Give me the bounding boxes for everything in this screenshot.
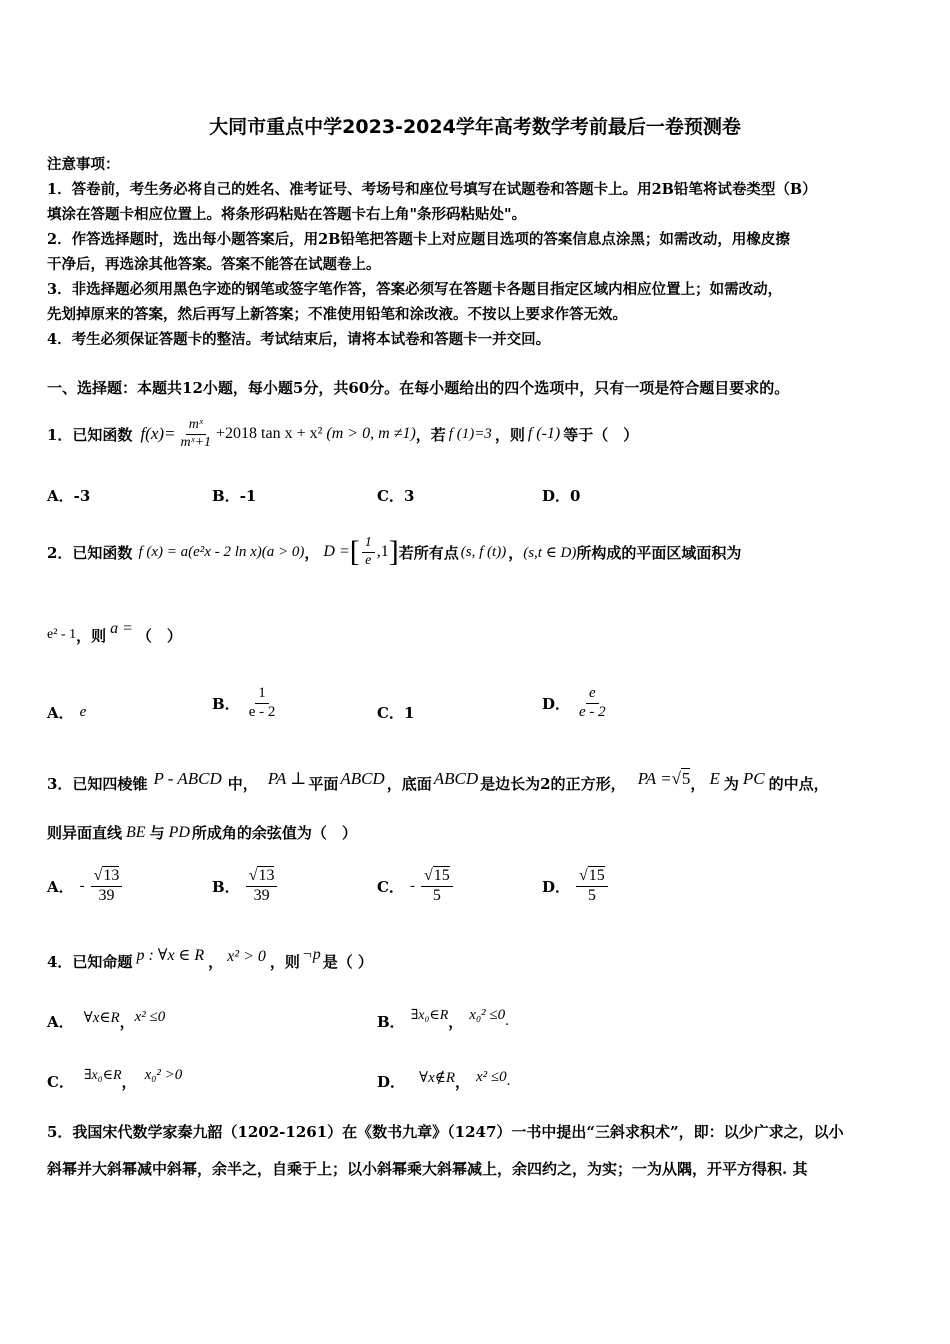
q4-option-c[interactable]: C． ∃x₀∈R ， x₀² >0 bbox=[47, 1066, 183, 1091]
page-title: 大同市重点中学2023-2024学年高考数学考前最后一卷预测卷 bbox=[209, 116, 741, 138]
q3-t5: ， bbox=[690, 774, 706, 793]
q3-t1: 中， bbox=[227, 774, 258, 793]
q3-option-b[interactable]: B． $\frac{√13}{39}$ bbox=[212, 860, 279, 912]
q2-a: a = bbox=[110, 620, 133, 637]
question-1 bbox=[47, 412, 638, 456]
question-5-line-2: 斜幂并大斜幂减中斜幂，余半之，自乘于上；以小斜幂乘大斜幂减上，余四约之，为实；一为从隅，开平方得积. 其 bbox=[47, 1160, 808, 1178]
q2-comma2: ， bbox=[508, 543, 524, 562]
q3-l2-a: 则异面直线 bbox=[47, 824, 123, 842]
q3-pd: PD bbox=[168, 823, 190, 841]
question-2-line-2 bbox=[47, 620, 182, 650]
q1-mid: ，若 bbox=[415, 425, 446, 444]
q2-mid: 若所有点 bbox=[398, 543, 459, 562]
q3-option-a[interactable]: A． - $\frac{√13}{39}$ bbox=[47, 860, 124, 912]
q1-option-b[interactable]: B．-1 bbox=[212, 487, 257, 505]
q2-option-d[interactable]: D． $\frac{e}{e - 2}$ bbox=[542, 685, 606, 720]
q3-t4: 是边长为2的正方形， bbox=[480, 774, 626, 793]
q2-dom-num: 1 bbox=[362, 535, 375, 552]
q2-dom-rest: ,1 bbox=[376, 543, 389, 560]
q1-cond: (m > 0, m ≠1) bbox=[326, 425, 416, 442]
q3-option-d[interactable]: D． $\frac{√15}{5}$ bbox=[542, 860, 610, 912]
question-2 bbox=[47, 528, 741, 576]
question-5-line-1: 5．我国宋代数学家秦九韶（1202-1261）在《数书九章》（1247）一书中提出“三斜求积术”，即：以少广求之，以小 bbox=[47, 1123, 844, 1141]
q1-prefix: 1．已知函数 bbox=[47, 425, 133, 444]
q4-comma: ， bbox=[208, 952, 224, 971]
q3-e: E bbox=[709, 769, 720, 788]
q2-dom-fraction bbox=[362, 535, 375, 568]
q3-pyramid: P - ABCD bbox=[153, 769, 222, 788]
q2-cond: (s,t ∈ D) bbox=[523, 544, 577, 561]
notice-line: 填涂在答题卡相应位置上。将条形码粘贴在答题卡右上角"条形码粘贴处"。 bbox=[47, 206, 527, 223]
q3-option-c[interactable]: C． - $\frac{√15}{5}$ bbox=[377, 860, 455, 912]
q3-sqrt5: √5 bbox=[671, 769, 691, 788]
notice-line: 干净后，再选涂其他答案。答案不能答在试题卷上。 bbox=[47, 256, 381, 273]
q1-given: f (1)=3 bbox=[448, 425, 492, 442]
q4-suffix: 是（ ） bbox=[322, 952, 373, 971]
q1-lhs: f(x)= bbox=[140, 424, 176, 443]
q3-t3: ，底面 bbox=[386, 774, 432, 793]
q4-mid: ，则 bbox=[269, 952, 300, 971]
q3-l2-b: 与 bbox=[149, 824, 165, 842]
q2-option-c[interactable]: C．1 bbox=[377, 704, 415, 722]
q1-frac-den: mˣ+1 bbox=[180, 434, 212, 450]
notice-line: 先划掉原来的答案，然后再写上新答案；不准使用铅笔和涂改液。不按以上要求作答无效。 bbox=[47, 306, 627, 323]
q3-t2: 平面 bbox=[308, 774, 339, 793]
q4-negation: ¬p bbox=[301, 946, 321, 963]
q3-abcd-1: ABCD bbox=[340, 769, 385, 788]
q2-comma: ， bbox=[304, 543, 320, 562]
notice-heading: 注意事项： bbox=[47, 156, 120, 173]
q1-ask: f (-1) bbox=[527, 425, 561, 442]
q4-option-b[interactable]: B． ∃x₀∈R ， x₀² ≤0 . bbox=[377, 1006, 509, 1031]
q2-suffix: 所构成的平面区域面积为 bbox=[576, 543, 742, 562]
q3-abcd-2: ABCD bbox=[433, 769, 479, 788]
q2-func: f (x) = a(e²x - 2 ln x)(a > 0) bbox=[138, 543, 305, 560]
section-heading: 一、选择题：本题共12小题，每小题5分，共60分。在每小题给出的四个选项中，只有一项是符合题目要求的。 bbox=[47, 379, 790, 397]
q4-prefix: 4．已知命题 bbox=[47, 952, 133, 971]
q1-option-c[interactable]: C．3 bbox=[377, 487, 415, 505]
q4-option-d[interactable]: D． ∀x∉R ， x² ≤0 . bbox=[377, 1068, 511, 1091]
q2-expr: e² - 1 bbox=[47, 627, 77, 642]
q3-be: BE bbox=[126, 823, 146, 841]
question-3-line-2 bbox=[47, 822, 357, 843]
q3-t6: 为 bbox=[723, 774, 739, 793]
q3-pc: PC bbox=[742, 769, 765, 788]
q1-frac-num: mˣ bbox=[186, 417, 206, 434]
q1-fraction bbox=[178, 417, 215, 450]
q3-perp: PA ⊥ bbox=[267, 769, 307, 788]
q3-l2-c: 所成角的余弦值为（ ） bbox=[191, 824, 357, 842]
q2-bracket-left: [ bbox=[349, 535, 360, 568]
q2-l2-mid: ，则 bbox=[76, 626, 107, 645]
q1-option-a[interactable]: A．-3 bbox=[47, 487, 91, 505]
q3-pa: PA = bbox=[637, 769, 672, 788]
q2-option-b[interactable]: B． $\frac{1}{e - 2}$ bbox=[212, 685, 276, 720]
q3-t7: 的中点， bbox=[768, 774, 829, 793]
q2-point: (s, f (t)) bbox=[460, 543, 507, 560]
q3-prefix: 3．已知四棱锥 bbox=[47, 774, 148, 793]
q1-option-d[interactable]: D．0 bbox=[542, 487, 581, 505]
q2-l2-suffix: （ ） bbox=[136, 626, 182, 645]
notice-line: 2．作答选择题时，选出每小题答案后，用2B铅笔把答题卡上对应题目选项的答案信息点涂黑；如需改动，用橡皮擦 bbox=[47, 231, 790, 248]
q2-dom-lhs: D = bbox=[323, 543, 350, 560]
q2-prefix: 2．已知函数 bbox=[47, 543, 133, 562]
q4-inequality: x² > 0 bbox=[227, 948, 266, 965]
q4-option-a[interactable]: A． ∀x∈R ， x² ≤0 bbox=[47, 1008, 166, 1031]
q2-dom-den: e bbox=[365, 552, 372, 568]
q2-bracket-right: ] bbox=[388, 535, 399, 568]
q4-proposition: p : ∀x ∈ R bbox=[136, 947, 205, 964]
q1-suffix: 等于（ ） bbox=[563, 425, 639, 444]
q2-option-a[interactable]: A． e bbox=[47, 704, 87, 722]
question-3 bbox=[47, 766, 829, 800]
notice-line: 4．考生必须保证答题卡的整洁。考试结束后，请将本试卷和答题卡一并交回。 bbox=[47, 331, 551, 348]
q1-rest: +2018 tan x + x² bbox=[216, 425, 323, 442]
q1-mid2: ，则 bbox=[494, 425, 525, 444]
notice-line: 3．非选择题必须用黑色字迹的钢笔或签字笔作答，答案必须写在答题卡各题目指定区域内相应位置上；如需改动， bbox=[47, 281, 783, 298]
question-4 bbox=[47, 944, 373, 978]
notice-line: 1．答卷前，考生务必将自己的姓名、准考证号、考场号和座位号填写在试题卷和答题卡上。用2B铅笔将试卷类型（B） bbox=[47, 181, 817, 198]
